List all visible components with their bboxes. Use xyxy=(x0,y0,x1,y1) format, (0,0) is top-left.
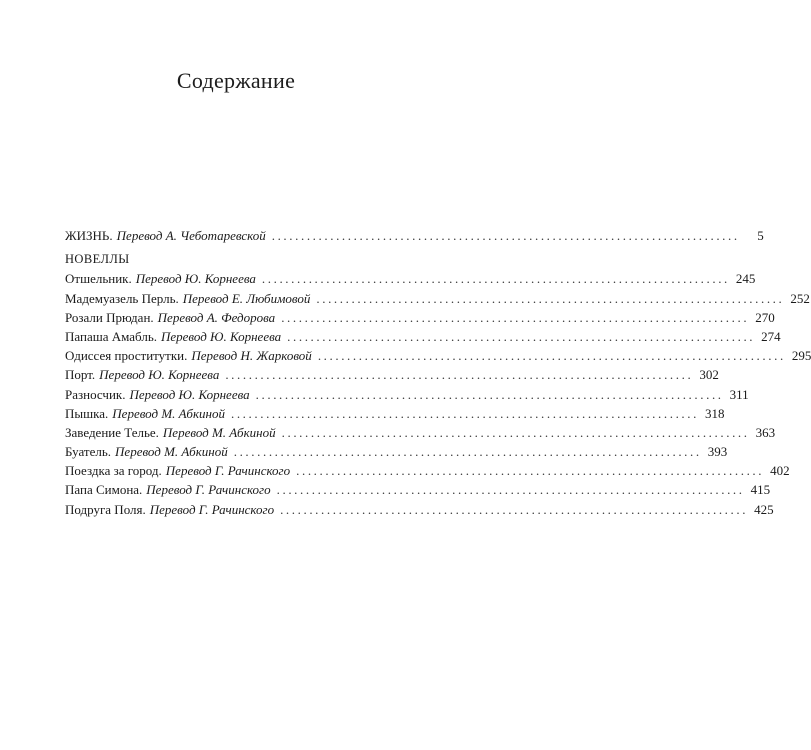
toc-entry[interactable] xyxy=(65,365,719,384)
toc-entry[interactable] xyxy=(65,327,781,346)
toc-entry[interactable] xyxy=(65,385,749,404)
toc-entry-title: Подруга Поля. xyxy=(65,501,146,517)
toc-entry-title: Одиссея проститутки. xyxy=(65,348,188,364)
toc-entry-page: 270 xyxy=(755,309,775,325)
toc-entry[interactable] xyxy=(65,423,776,442)
toc-entry-title: Порт. xyxy=(65,367,96,383)
toc-entry[interactable] xyxy=(65,500,774,519)
toc-entry-title: Розали Прюдан. xyxy=(65,309,154,325)
toc-entry-page: 245 xyxy=(735,271,756,287)
table-of-contents xyxy=(65,226,811,519)
dot-leader: ................................................................................ xyxy=(271,228,740,243)
toc-entry-page: 5 xyxy=(757,228,764,243)
dot-leader: ................................................................................ xyxy=(255,386,724,402)
toc-entry-title: Папаша Амабль. xyxy=(65,328,157,344)
page-title: Содержание xyxy=(176,68,296,93)
dot-leader: ................................................................................ xyxy=(233,444,702,460)
toc-entry-title: ЖИЗНЬ. xyxy=(65,228,113,243)
dot-leader: ................................................................................ xyxy=(281,424,750,440)
toc-entry-page: 274 xyxy=(761,328,781,344)
toc-entry-translator: Перевод Ю. Корнеева xyxy=(129,386,250,402)
toc-entry-translator: Перевод Ю. Корнеева xyxy=(135,271,256,287)
toc-entry[interactable] xyxy=(65,308,775,327)
toc-entry-page: 393 xyxy=(707,444,728,460)
dot-leader: ................................................................................ xyxy=(317,348,786,364)
toc-entry[interactable] xyxy=(65,404,725,423)
toc-entry-page: 402 xyxy=(770,463,790,479)
toc-entry-title: Заведение Телье. xyxy=(65,424,159,440)
dot-leader: ................................................................................ xyxy=(316,290,785,306)
toc-entry-title: Пышка. xyxy=(65,405,109,421)
toc-entry-page: 252 xyxy=(790,290,810,306)
toc-entry-page: 295 xyxy=(791,348,811,364)
dot-leader: ................................................................................ xyxy=(230,405,699,421)
toc-entry-translator: Перевод Г. Рачинского xyxy=(146,482,271,498)
toc-entry-translator: Перевод А. Федорова xyxy=(157,309,276,325)
toc-entry-translator: Перевод А. Чеботаревской xyxy=(116,228,266,243)
dot-leader: ................................................................................ xyxy=(225,367,694,383)
toc-entry-main[interactable] xyxy=(65,226,764,245)
toc-entry-translator: Перевод Ю. Корнеева xyxy=(161,328,282,344)
toc-entry-title: Буатель. xyxy=(65,444,112,460)
toc-entry-page: 302 xyxy=(699,367,719,383)
toc-entry[interactable] xyxy=(65,480,771,499)
toc-entry-translator: Перевод Е. Любимовой xyxy=(182,290,311,306)
dot-leader: ................................................................................ xyxy=(296,463,765,479)
toc-entry-translator: Перевод М. Абкиной xyxy=(115,444,228,460)
dot-leader: ................................................................................ xyxy=(276,482,745,498)
toc-entry-title: Отшельник. xyxy=(65,271,132,287)
toc-entry-title: Поездка за город. xyxy=(65,463,162,479)
toc-entry-title: Папа Симона. xyxy=(65,482,143,498)
toc-entry[interactable] xyxy=(65,461,790,480)
dot-leader: ................................................................................ xyxy=(281,309,750,325)
toc-entry-page: 415 xyxy=(750,482,771,498)
toc-entry[interactable] xyxy=(65,442,728,461)
toc-entry-page: 311 xyxy=(729,386,749,402)
toc-entry-translator: Перевод М. Абкиной xyxy=(162,424,276,440)
dot-leader: ................................................................................ xyxy=(287,328,756,344)
toc-entry-page: 425 xyxy=(754,501,774,517)
toc-entry-title: Мадемуазель Перль. xyxy=(65,290,179,306)
toc-entry-translator: Перевод Г. Рачинского xyxy=(165,463,291,479)
toc-entry-translator: Перевод Н. Жарковой xyxy=(191,348,312,364)
toc-entry-page: 363 xyxy=(755,424,776,440)
toc-entry-page: 318 xyxy=(704,405,725,421)
dot-leader: ................................................................................ xyxy=(280,501,749,517)
toc-entry-title: Разносчик. xyxy=(65,386,126,402)
dot-leader: ................................................................................ xyxy=(261,271,730,287)
toc-entry-translator: Перевод Ю. Корнеева xyxy=(99,367,220,383)
toc-entry[interactable] xyxy=(65,269,756,288)
section-heading: НОВЕЛЛЫ xyxy=(65,252,130,267)
toc-entry[interactable] xyxy=(65,289,810,308)
toc-entry-translator: Перевод Г. Рачинского xyxy=(149,501,275,517)
toc-entry-translator: Перевод М. Абкиной xyxy=(112,405,225,421)
toc-entry[interactable] xyxy=(65,346,811,365)
